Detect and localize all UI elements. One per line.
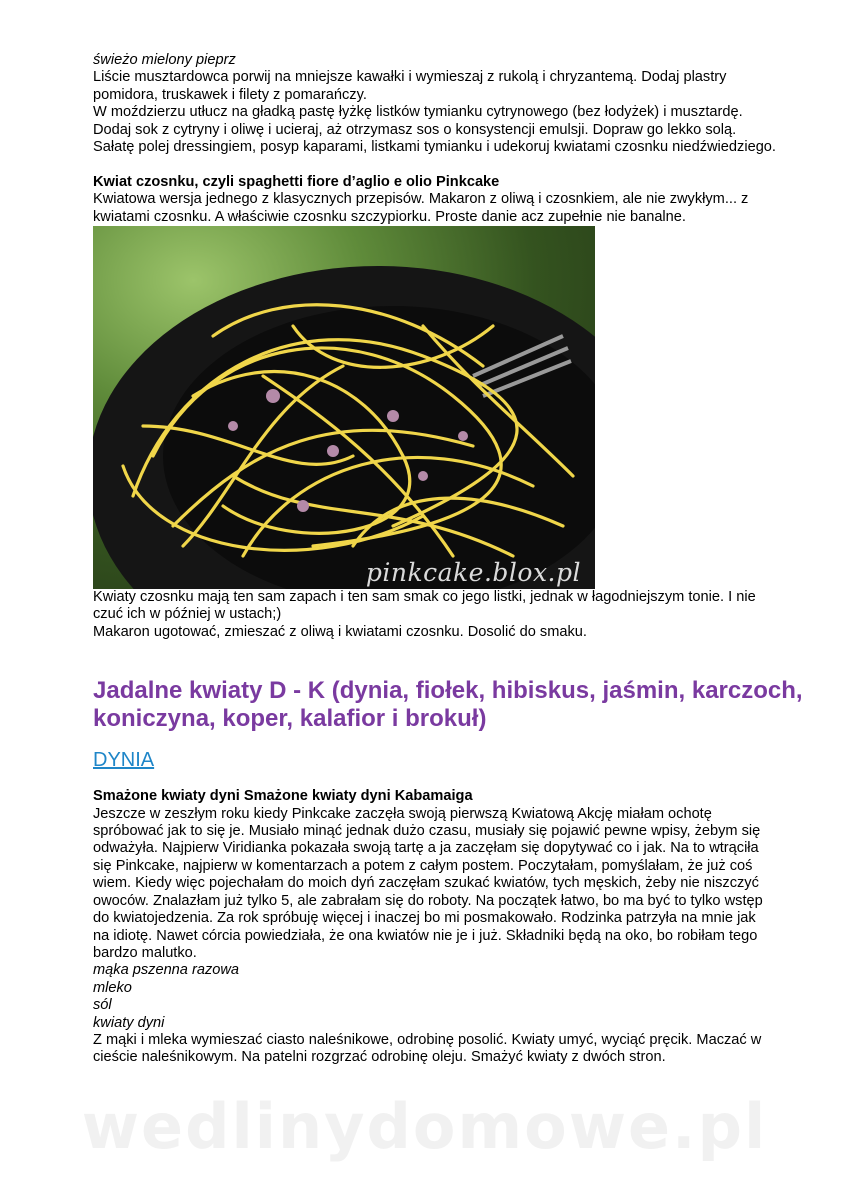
recipe-body-line: się Pinkcake, najpierw w komentarzach a potem z całym postem. Poczytałam, pomyślałam, że już coś xyxy=(93,857,753,874)
ingredient-item: kwiaty dyni xyxy=(93,1014,165,1031)
recipe-body-line: odważyła. Najpierw Viridianka pokazała swoją tartę a ja zaczęłam się dopytywać co i jak. Na to wtrąciła xyxy=(93,840,759,857)
ingredient-pepper: świeżo mielony pieprz xyxy=(93,52,236,68)
ingredient-item: mąka pszenna razowa xyxy=(93,962,240,979)
recipe-body-line: Jeszcze w zeszłym roku kiedy Pinkcake zaczęła swoją pierwszą Kwiatową Akcję miałam ochotę xyxy=(93,805,712,822)
recipe-body-line: bardzo malutko. xyxy=(93,944,197,961)
recipe-method-line: Makaron ugotować, zmieszać z oliwą i kwiatami czosnku. Dosolić do smaku. xyxy=(93,623,587,640)
section-heading-line: Jadalne kwiaty D - K (dynia, fiołek, hibiskus, jaśmin, karczoch, xyxy=(93,677,803,705)
intro-line: Dodaj sok z cytryny i oliwę i ucieraj, aż otrzymasz sos o konsystencji emulsji. Dopraw go lekko solą. xyxy=(93,121,737,138)
recipe-method-line: cieście naleśnikowym. Na patelni rozgrzać odrobinę oleju. Smażyć kwiaty z dwóch stron. xyxy=(93,1049,666,1066)
ingredient-item: mleko xyxy=(93,979,132,996)
recipe-body-line: spróbować jak to się je. Musiało minąć jednak dużo czasu, musiały się pojawić pewne wpisy, żebym się xyxy=(93,823,761,840)
recipe-note-line: Kwiaty czosnku mają ten sam zapach i ten sam smak co jego listki, jednak w łagodniejszym tonie. I nie xyxy=(93,589,756,606)
recipe-intro-line: Kwiatowa wersja jednego z klasycznych przepisów. Makaron z oliwą i czosnkiem, ale nie zwykłym... z xyxy=(93,191,749,208)
intro-line: Sałatę polej dressingiem, posyp kaparami, listkami tymianku i udekoruj kwiatami czosnku niedźwiedziego. xyxy=(93,139,776,156)
photo-watermark: pinkcake.blox.pl xyxy=(365,558,581,588)
recipe-body-line: owoców. Znalazłam już tylko 5, ale zabrałam się do roboty. Na początek łatwo, bo ma być to tylko wstęp xyxy=(93,892,763,909)
ingredient-item: sól xyxy=(93,997,112,1014)
spaghetti-photo xyxy=(93,226,595,589)
recipe-note-line: czuć ich w później w ustach;) xyxy=(93,606,282,623)
subheading-dynia-link[interactable]: DYNIA xyxy=(93,749,155,772)
section-heading-line: koniczyna, koper, kalafior i brokuł) xyxy=(93,705,487,733)
document-page xyxy=(93,52,803,1067)
recipe-body-line: na idiotę. Nawet córcia powiedziała, że ona kwiatów nie je i już. Składniki będą na oko, bo robiłam tego xyxy=(93,927,758,944)
recipe-method-line: Z mąki i mleka wymieszać ciasto naleśnikowe, odrobinę posolić. Kwiaty umyć, wyciąć pręcik. Maczać w xyxy=(93,1031,762,1048)
recipe-intro-line: kwiatami czosnku. A właściwie czosnku szczypiorku. Proste danie acz zupełnie nie banalne. xyxy=(93,208,686,225)
intro-line: W moździerzu utłucz na gładką pastę łyżkę listków tymianku cytrynowego (bez łodyżek) i musztardę. xyxy=(93,104,743,121)
recipe-body-line: do kwiatojedzenia. Za rok spróbuję więcej i inaczej bo mi posmakowało. Rodzinka patrzyła na mnie jak xyxy=(93,910,756,927)
spaghetti-illustration xyxy=(93,226,595,589)
recipe-body-line: wiem. Kiedy więc pojechałam do moich dyń zaczęłam szukać kwiatów, tych męskich, żeby nie niszczyć xyxy=(93,875,759,892)
recipe-title-fried-pumpkin-flowers: Smażone kwiaty dyni Smażone kwiaty dyni Kabamaiga xyxy=(93,788,473,805)
recipe-title-garlic-spaghetti: Kwiat czosnku, czyli spaghetti fiore d’aglio e olio Pinkcake xyxy=(93,173,500,190)
intro-line: Liście musztardowca porwij na mniejsze kawałki i wymieszaj z rukolą i chryzantemą. Dodaj plastry xyxy=(93,69,727,86)
section-heading xyxy=(93,677,803,733)
footer-watermark: wedlinydomowe.pl xyxy=(81,1090,768,1163)
intro-line: pomidora, truskawek i filety z pomarańczy. xyxy=(93,86,367,103)
